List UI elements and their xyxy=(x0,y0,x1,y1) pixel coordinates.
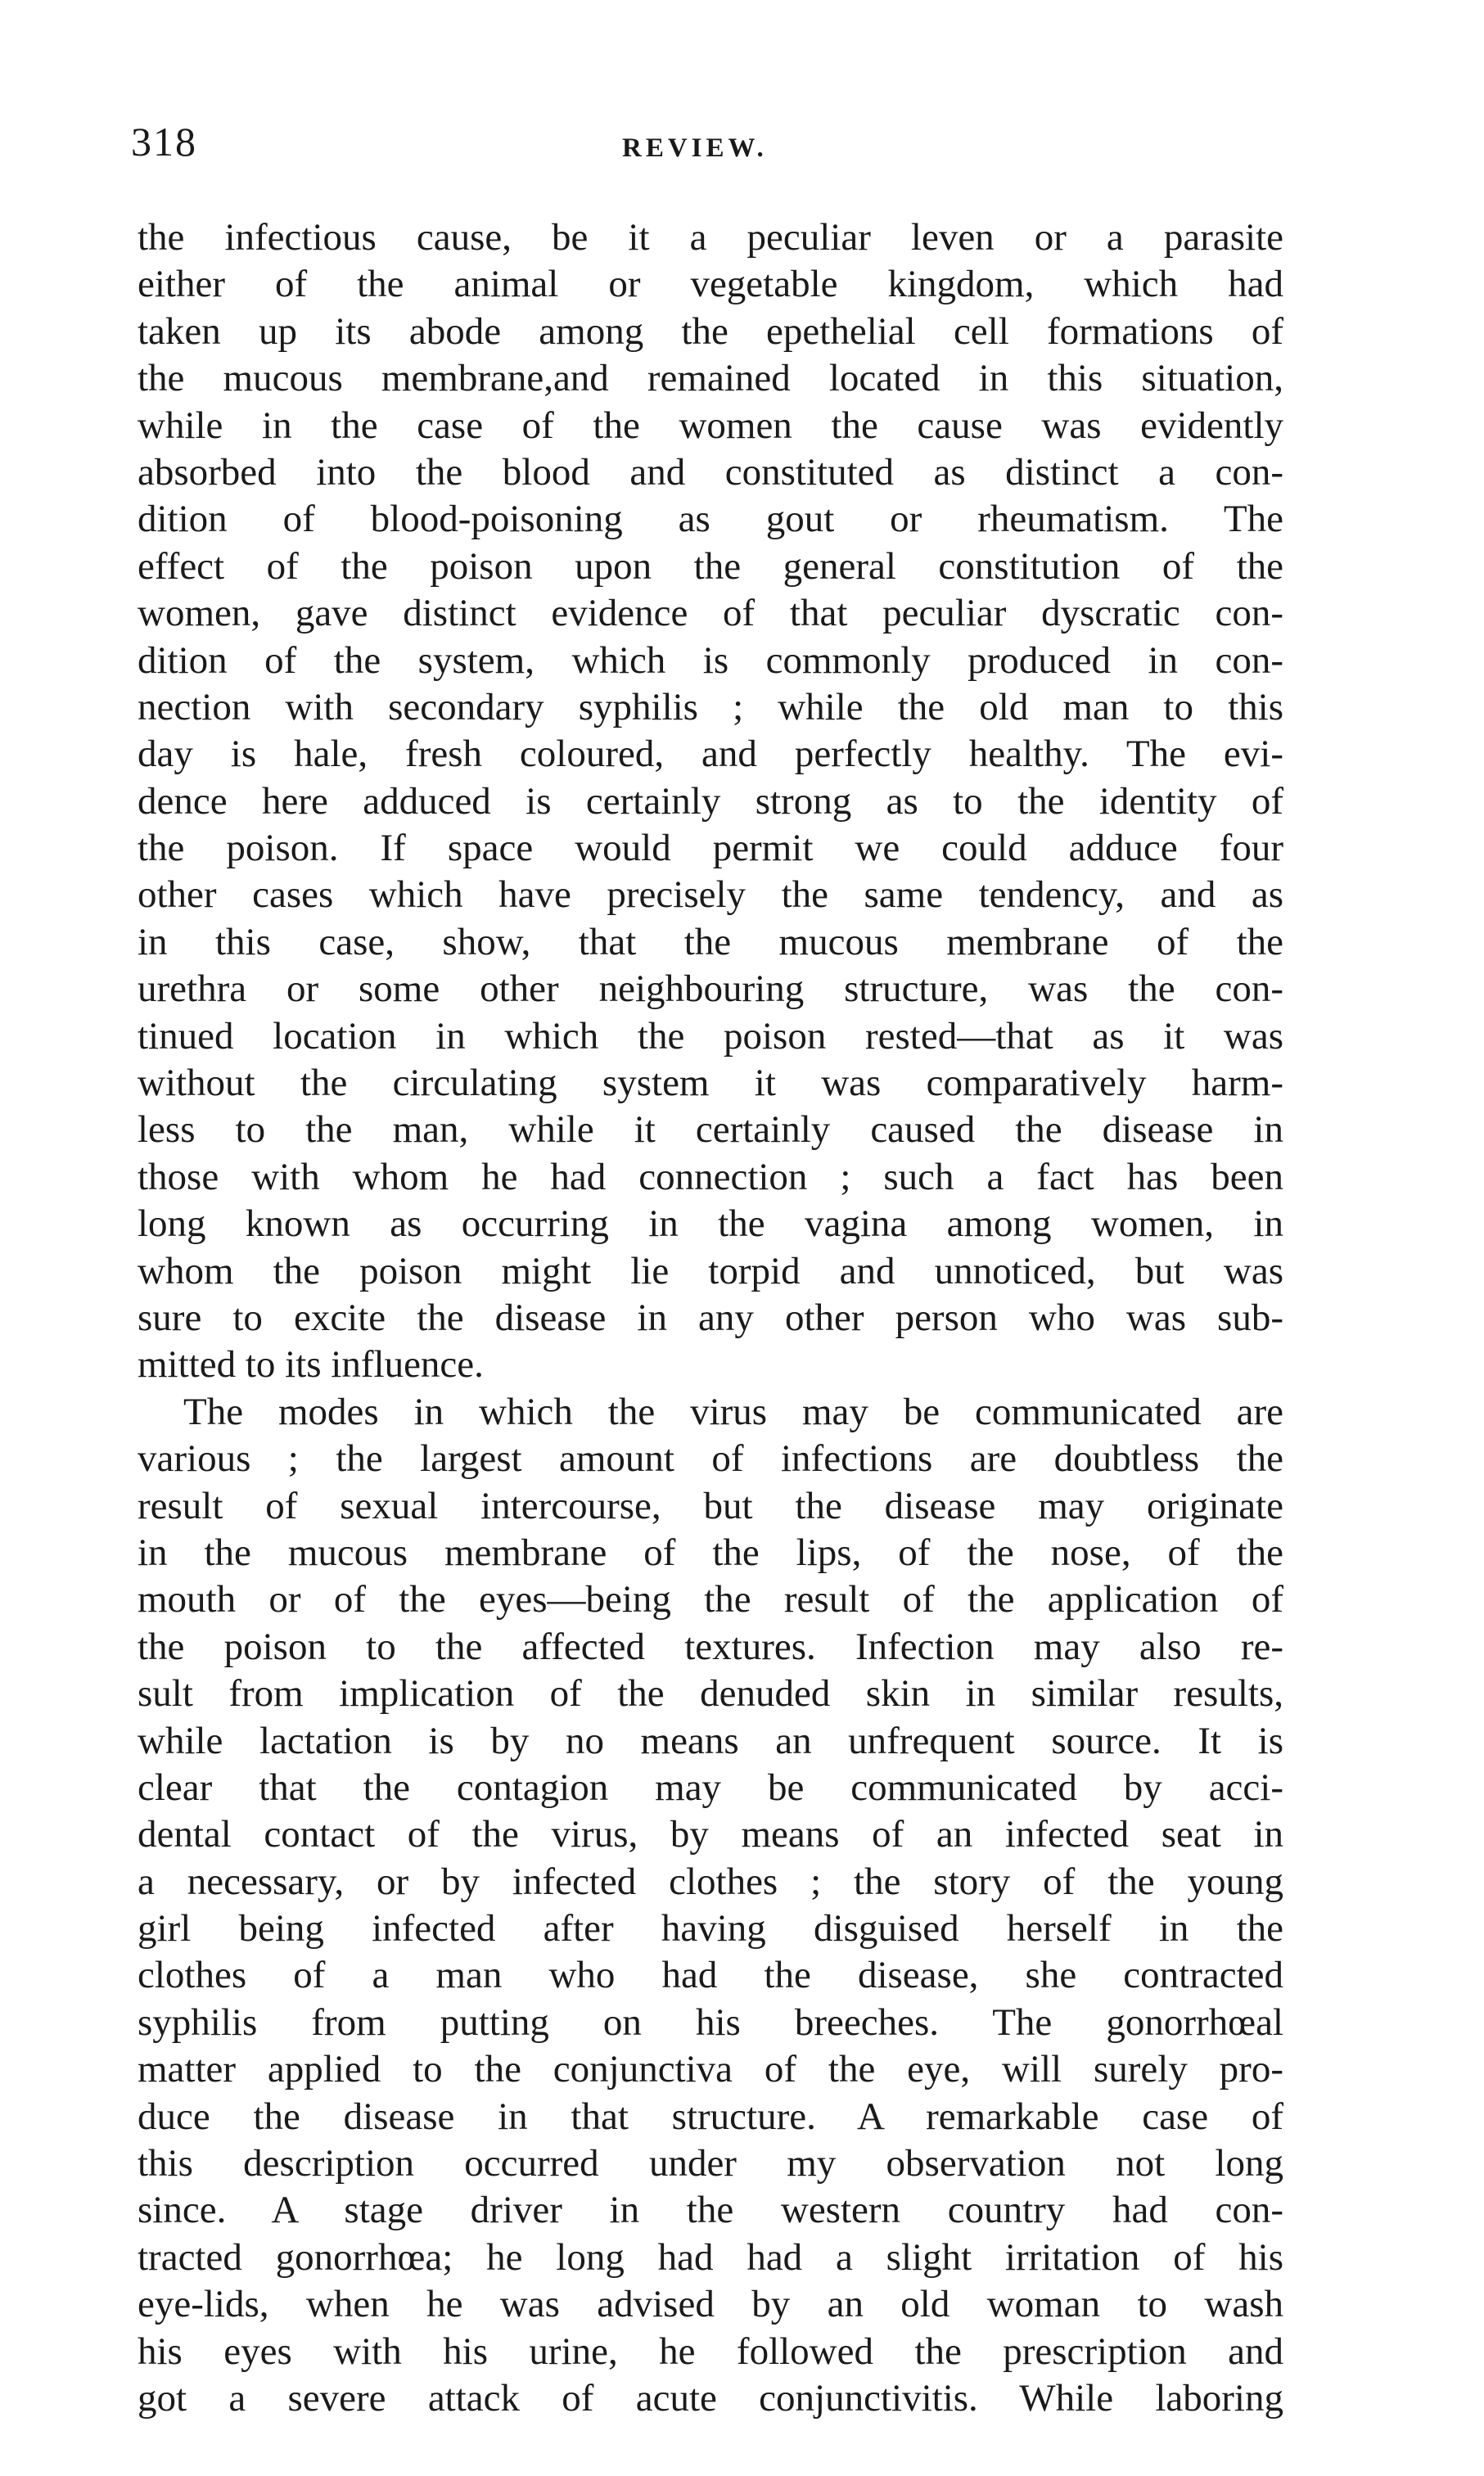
text-line: dental contact of the virus, by means of an infected seat in xyxy=(138,1813,1283,1856)
text-line: in this case, show, that the mucous membrane of the xyxy=(138,920,1283,963)
text-line: day is hale, fresh coloured, and perfectly healthy. The evi- xyxy=(138,733,1283,776)
text-line: got a severe attack of acute conjunctivitis. While laboring xyxy=(138,2376,1283,2420)
text-line: mitted to its influence. xyxy=(138,1343,484,1387)
text-line: sult from implication of the denuded skin in similar results, xyxy=(138,1672,1283,1716)
text-line: whom the poison might lie torpid and unnoticed, but was xyxy=(138,1249,1283,1292)
text-line: less to the man, while it certainly caused the disease in xyxy=(138,1108,1283,1152)
text-line: either of the animal or vegetable kingdom, which had xyxy=(138,263,1283,306)
text-line: this description occurred under my observation not long xyxy=(138,2142,1283,2185)
text-line: clothes of a man who had the disease, she contracted xyxy=(138,1954,1283,1997)
text-line: women, gave distinct evidence of that peculiar dyscratic con- xyxy=(138,592,1283,635)
text-line: tinued location in which the poison rested—that as it was xyxy=(138,1014,1283,1058)
text-line: duce the disease in that structure. A remarkable case of xyxy=(138,2095,1283,2138)
paragraph xyxy=(138,1389,1283,2423)
text-line: while lactation is by no means an unfrequent source. It is xyxy=(138,1719,1283,1762)
paragraph xyxy=(138,214,1283,1389)
running-title: REVIEW. xyxy=(622,133,768,163)
text-line: in the mucous membrane of the lips, of the nose, of the xyxy=(138,1531,1283,1574)
text-line: matter applied to the conjunctiva of the eye, will surely pro- xyxy=(138,2048,1283,2091)
text-line: his eyes with his urine, he followed the prescription and xyxy=(138,2329,1283,2373)
text-line: eye-lids, when he was advised by an old woman to wash xyxy=(138,2283,1283,2326)
text-line: the poison. If space would permit we could adduce four xyxy=(138,827,1283,870)
text-line: result of sexual intercourse, but the disease may originate xyxy=(138,1484,1283,1527)
text-line: the mucous membrane,and remained located in this situation, xyxy=(138,357,1283,400)
page-number: 318 xyxy=(131,119,197,165)
text-line: absorbed into the blood and constituted as distinct a con- xyxy=(138,450,1283,494)
text-line: other cases which have precisely the same tendency, and as xyxy=(138,873,1283,917)
text-line: sure to excite the disease in any other person who was sub- xyxy=(138,1296,1283,1339)
text-line: those with whom he had connection ; such a fact has been xyxy=(138,1155,1283,1198)
body-text xyxy=(138,214,1283,2422)
text-line: since. A stage driver in the western country had con- xyxy=(138,2189,1283,2232)
text-line: the poison to the affected textures. Infection may also re- xyxy=(138,1625,1283,1668)
text-line: taken up its abode among the epethelial cell formations of xyxy=(138,309,1283,353)
text-line: syphilis from putting on his breeches. The gonorrhœal xyxy=(138,2000,1283,2044)
text-line: various ; the largest amount of infections are doubtless the xyxy=(138,1437,1283,1481)
text-line: without the circulating system it was comparatively harm- xyxy=(138,1062,1283,1105)
text-line: dition of the system, which is commonly produced in con- xyxy=(138,638,1283,682)
text-line: the infectious cause, be it a peculiar leven or a parasite xyxy=(138,216,1283,259)
text-line: nection with secondary syphilis ; while the old man to this xyxy=(138,685,1283,728)
text-line: urethra or some other neighbouring structure, was the con- xyxy=(138,967,1283,1011)
text-line: mouth or of the eyes—being the result of the application of xyxy=(138,1578,1283,1621)
text-line: clear that the contagion may be communicated by acci- xyxy=(138,1766,1283,1809)
text-line: long known as occurring in the vagina among women, in xyxy=(138,1202,1283,1246)
text-line: tracted gonorrhœa; he long had had a slight irritation of his xyxy=(138,2235,1283,2279)
text-line: effect of the poison upon the general constitution of the xyxy=(138,544,1283,588)
text-line: a necessary, or by infected clothes ; the story of the young xyxy=(138,1860,1283,1903)
text-line: dence here adduced is certainly strong as to the identity of xyxy=(138,779,1283,823)
text-line: The modes in which the virus may be communicated are xyxy=(183,1390,1283,1433)
page-header xyxy=(123,113,1277,170)
text-line: while in the case of the women the cause was evidently xyxy=(138,404,1283,447)
text-line: dition of blood-poisoning as gout or rheumatism. The xyxy=(138,498,1283,541)
text-line: girl being infected after having disguised herself in the xyxy=(138,1907,1283,1951)
